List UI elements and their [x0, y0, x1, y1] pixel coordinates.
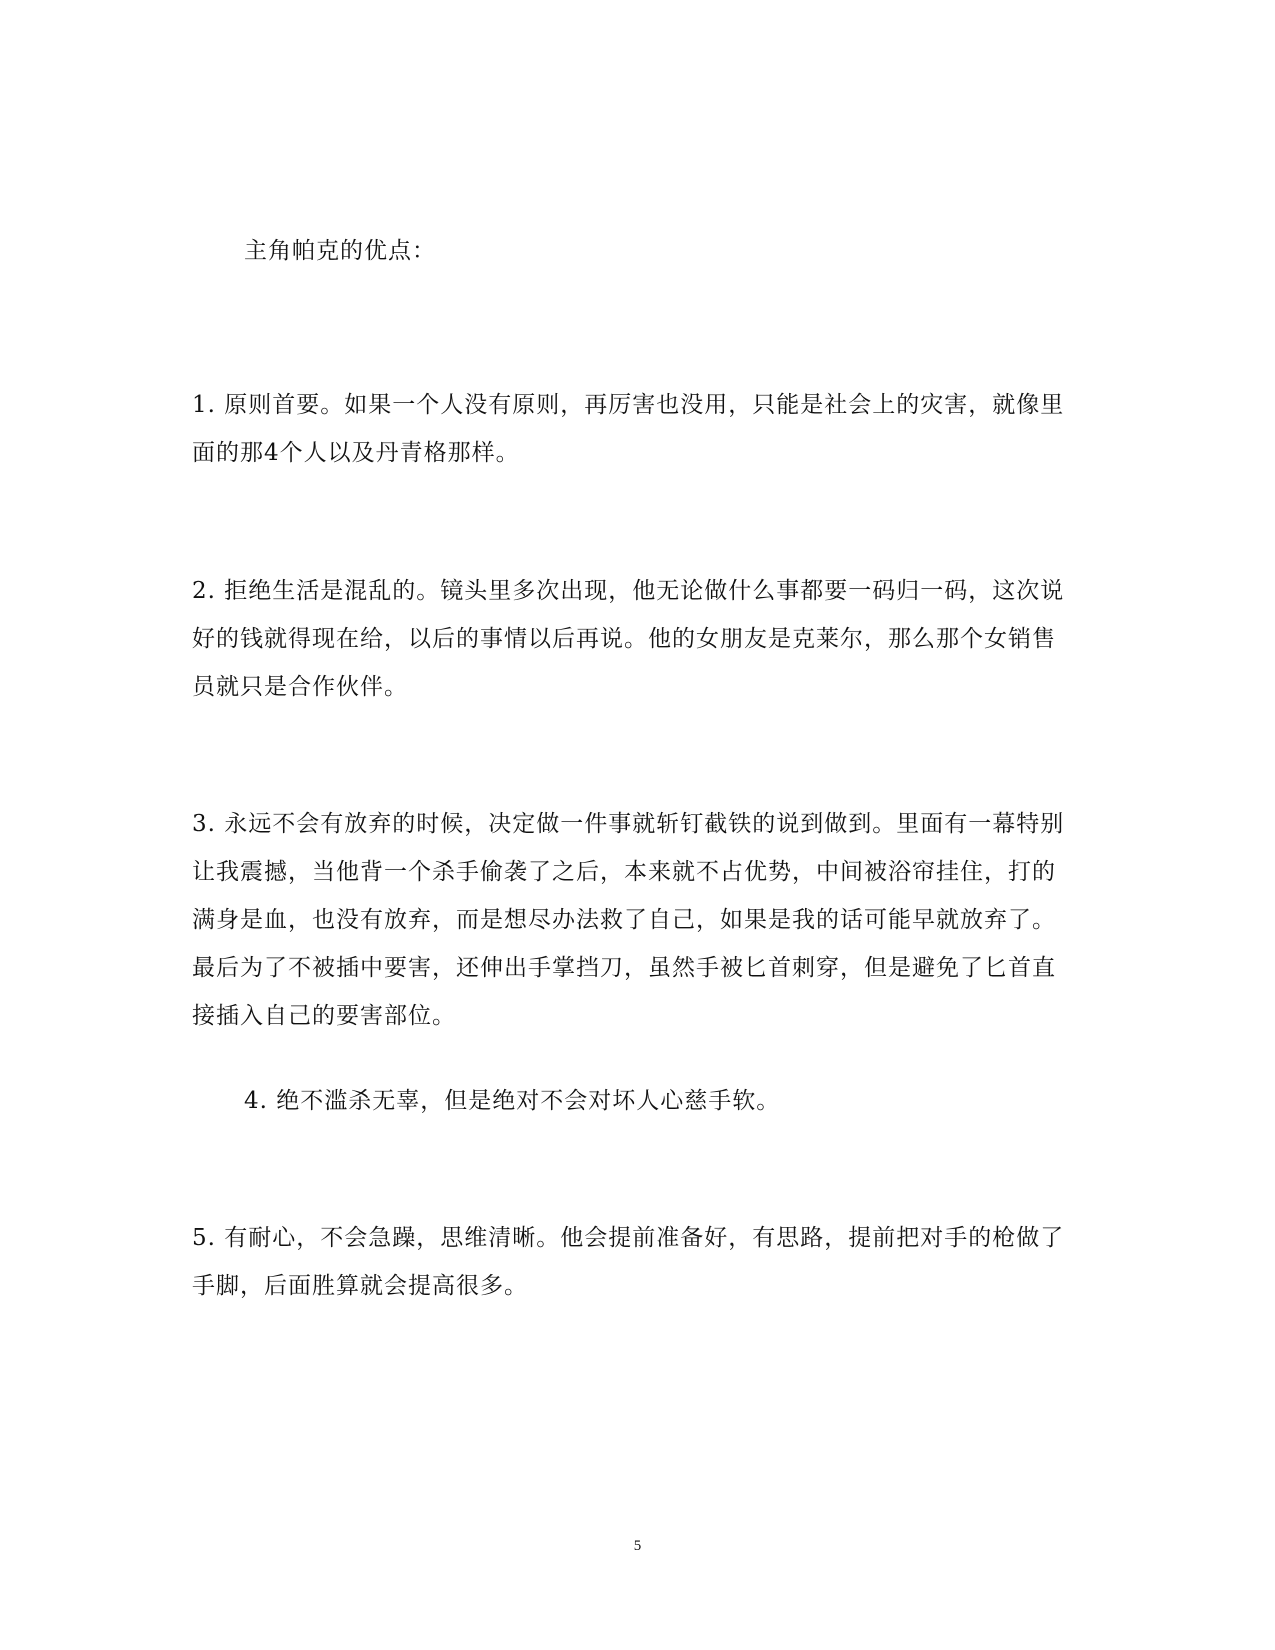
point-1: 1. 原则首要。如果一个人没有原则，再厉害也没用，只能是社会上的灾害，就像里面的那4个人以及丹青格那样。: [192, 392, 1065, 466]
point-4: 4. 绝不滥杀无辜，但是绝对不会对坏人心慈手软。: [244, 1088, 781, 1114]
point-5: 5. 有耐心，不会急躁，思维清晰。他会提前准备好，有思路，提前把对手的枪做了手脚，后面胜算就会提高很多。: [192, 1225, 1065, 1299]
point-2: 2. 拒绝生活是混乱的。镜头里多次出现，他无论做什么事都要一码归一码，这次说好的钱就得现在给，以后的事情以后再说。他的女朋友是克莱尔，那么那个女销售员就只是合作伙伴。: [192, 578, 1065, 700]
section-heading: 主角帕克的优点：: [244, 238, 436, 264]
point-3: 3. 永远不会有放弃的时候，决定做一件事就斩钉截铁的说到做到。里面有一幕特别让我震撼，当他背一个杀手偷袭了之后，本来就不占优势，中间被浴帘挂住，打的满身是血，也没有放弃，而是想尽办法救了自己，如果是我的话可能早就放弃了。最后为了不被插中要害，还伸出手掌挡刀，虽然手被匕首刺穿，但是避免了匕首直接插入自己的要害部位。: [192, 811, 1065, 1029]
page-number: 5: [633, 1538, 642, 1554]
